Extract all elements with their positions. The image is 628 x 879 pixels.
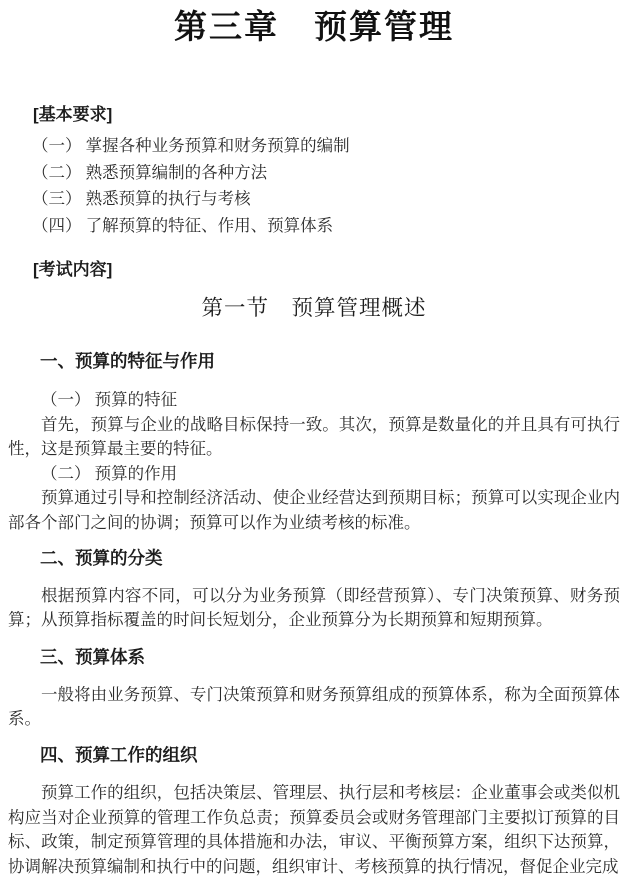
exam-content-label: [考试内容] bbox=[33, 260, 113, 279]
paragraph-budget-system: 一般将由业务预算、专门决策预算和财务预算组成的预算体系，称为全面预算体系。 bbox=[8, 684, 620, 729]
subheading-budget-features: （一） 预算的特征 bbox=[41, 390, 178, 409]
subheading-budget-role: （二） 预算的作用 bbox=[41, 463, 178, 483]
heading-budget-system: 三、预算体系 bbox=[40, 646, 145, 667]
heading-budget-work-organization: 四、预算工作的组织 bbox=[40, 744, 198, 765]
chapter-title: 第三章 预算管理 bbox=[174, 10, 454, 46]
section-title: 第一节 预算管理概述 bbox=[201, 296, 427, 320]
basic-requirements-label: [基本要求] bbox=[33, 105, 113, 124]
paragraph-budget-features: 首先，预算与企业的战略目标保持一致。其次，预算是数量化的并且具有可执行性，这是预算最主要的特征。 bbox=[8, 414, 620, 459]
heading-budget-features-role: 一、预算的特征与作用 bbox=[40, 351, 215, 371]
requirement-item-1: （一） 掌握各种业务预算和财务预算的编制 bbox=[32, 136, 350, 155]
heading-budget-classification: 二、预算的分类 bbox=[40, 547, 163, 568]
basic-requirements-list bbox=[32, 133, 620, 239]
requirement-item-4: （四） 了解预算的特征、作用、预算体系 bbox=[32, 215, 334, 235]
paragraph-budget-work-organization: 预算工作的组织，包括决策层、管理层、执行层和考核层：企业董事会或类似机构应当对企业预算的管理工作负总责；预算委员会或财务管理部门主要拟订预算的目标、政策，制定预算管理的具体措施和办法，审议、平衡预算方案，组织下达预算，协调解决预算编制和执行中的问题，组织审计、考核预算的执行情况，督促企业完成 bbox=[8, 782, 620, 876]
paragraph-budget-classification: 根据预算内容不同，可以分为业务预算（即经营预算）、专门决策预算、财务预算；从预算指标覆盖的时间长短划分，企业预算分为长期预算和短期预算。 bbox=[8, 585, 620, 630]
paragraph-budget-role: 预算通过引导和控制经济活动、使企业经营达到预期目标；预算可以实现企业内部各个部门之间的协调；预算可以作为业绩考核的标准。 bbox=[8, 488, 620, 532]
requirement-item-3: （三） 熟悉预算的执行与考核 bbox=[32, 189, 251, 208]
requirement-item-2: （二） 熟悉预算编制的各种方法 bbox=[32, 162, 268, 182]
